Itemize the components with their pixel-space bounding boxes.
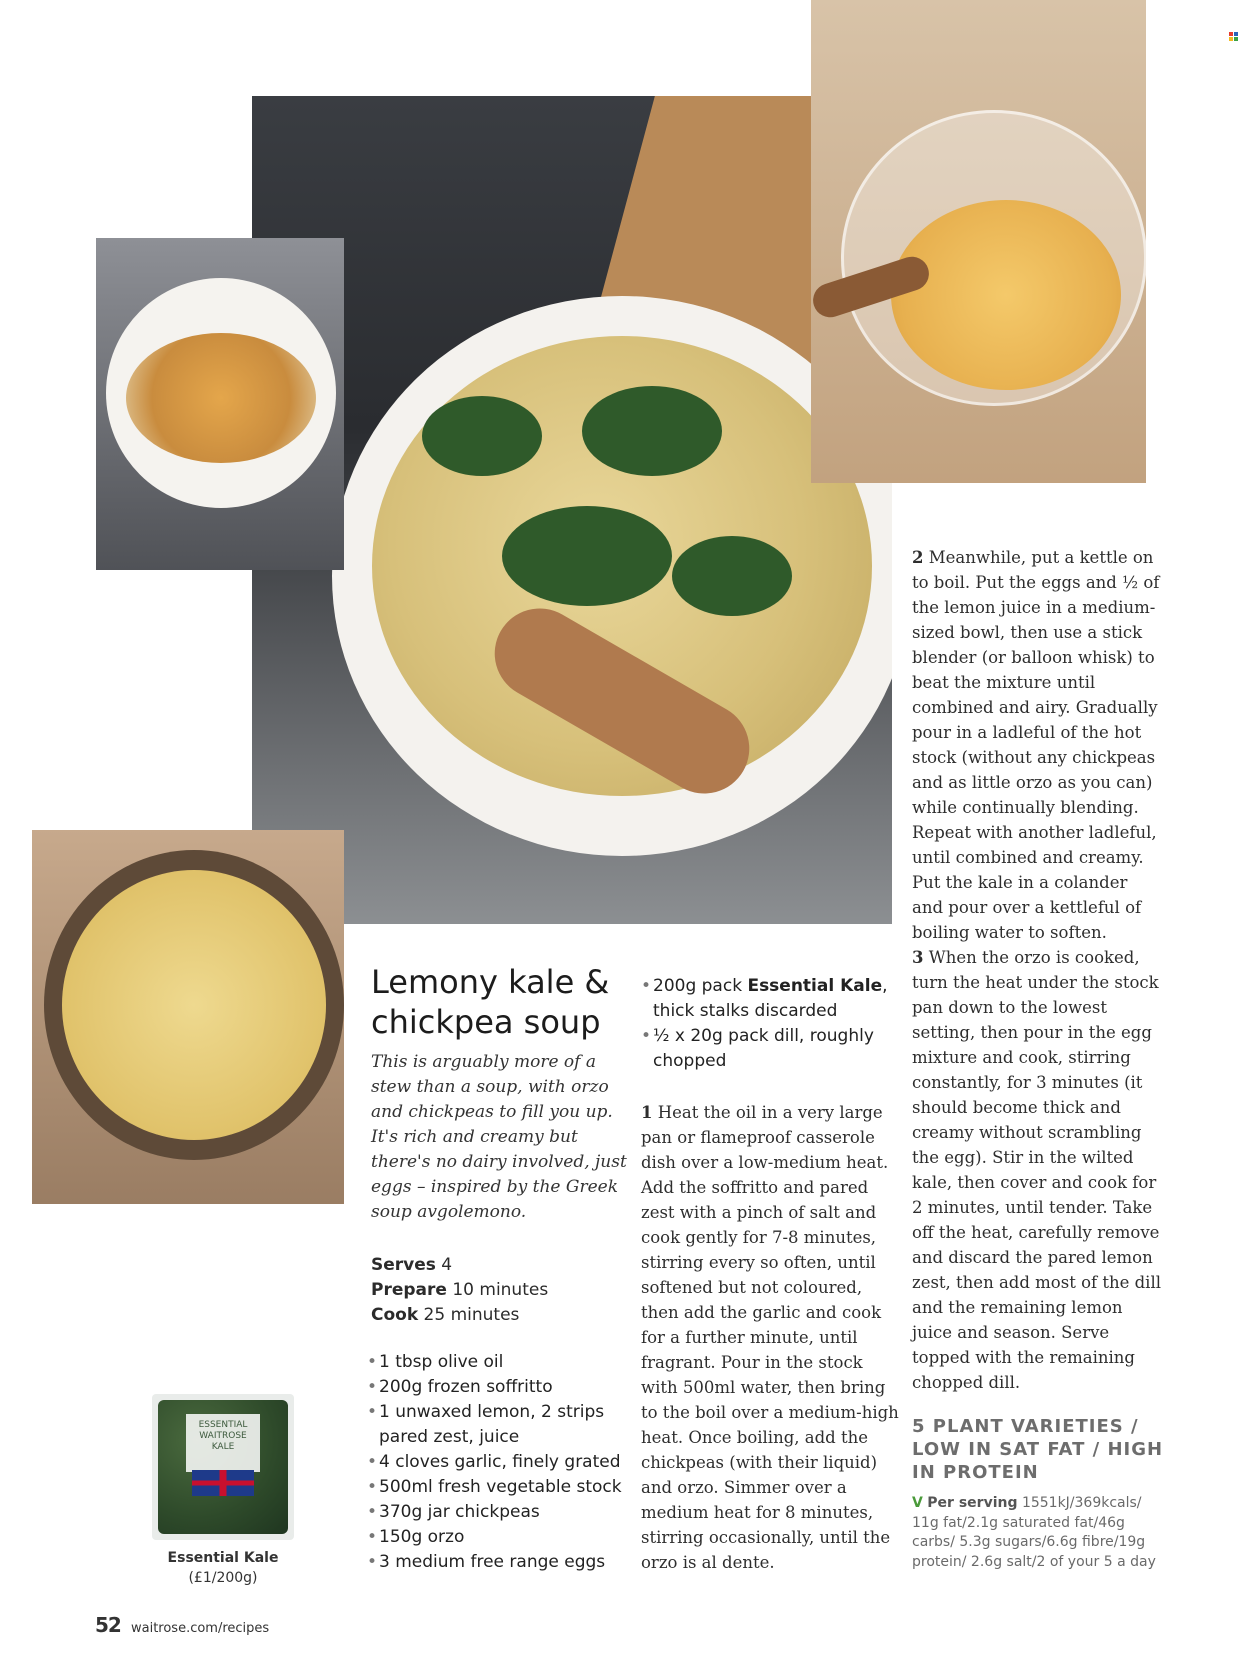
kale-leaf: [672, 536, 792, 616]
photo-whisking-eggs: [811, 0, 1146, 483]
ingredient-item: • 4 cloves garlic, finely grated: [367, 1450, 647, 1475]
egg-mixture: [891, 200, 1121, 390]
vegetarian-badge: V: [912, 1495, 923, 1511]
soup-in-bowl: [62, 870, 326, 1140]
cook-value: 25 minutes: [423, 1305, 520, 1325]
pack-label: ESSENTIAL WAITROSE KALE: [186, 1414, 260, 1472]
step-number: 3: [912, 948, 924, 967]
plant-varieties-heading: 5 PLANT VARIETIES / LOW IN SAT FAT / HIGH IN PROTEIN: [912, 1416, 1164, 1483]
prepare-label: Prepare: [371, 1280, 447, 1300]
per-serving-label: Per serving: [927, 1495, 1018, 1511]
product-name: Essential Kale: [167, 1550, 279, 1566]
serves-label: Serves: [371, 1255, 436, 1275]
photo-soup-pot-stirring: [252, 96, 892, 924]
recipe-intro: This is arguably more of a stew than a soup, with orzo and chickpeas to fill you up. It's rich and creamy but there's no dairy involved, just eggs – inspired by the Greek soup avgolemono.: [371, 1052, 627, 1222]
product-caption: [150, 1548, 296, 1588]
ingredient-item: • 150g orzo: [367, 1525, 647, 1550]
ingredient-item: • 370g jar chickpeas: [367, 1500, 647, 1525]
step-number: 1: [641, 1103, 653, 1122]
serves-value: 4: [441, 1255, 453, 1275]
ingredients-list: [367, 1350, 647, 1575]
step-text: Heat the oil in a very large pan or flameproof casserole dish over a low-medium heat. Add the soffritto and pared zest with a pinch of salt and cook gently for 7-8 minutes, stirring every so often, until softened but not coloured, then add the garlic and cook for a further minute, until fragrant. Pour in the stock with 500ml water, then bring to the boil over a medium-high heat. Once boiling, add the chickpeas (with their liquid) and orzo. Simmer over a medium heat for 8 minutes, stirring occasionally, until the orzo is al dente.: [641, 1103, 899, 1572]
method-step-2: [912, 545, 1162, 945]
method-step-1: [641, 1100, 899, 1575]
method-steps-2-3: [912, 545, 1162, 1395]
kale-leaf: [502, 506, 672, 606]
method-step-3: [912, 945, 1162, 1395]
nutrition-values: 1551kJ/369kcals/ 11g fat/2.1g saturated fat/46g carbs/ 5.3g sugars/6.6g fibre/19g protein/ 2.6g salt/2 of your 5 a day: [912, 1495, 1156, 1570]
ingredient-item: • 3 medium free range eggs: [367, 1550, 647, 1575]
kale-leaf: [422, 396, 542, 476]
page-footer: [95, 1613, 269, 1637]
product-price: (£1/200g): [188, 1570, 258, 1586]
ingredient-item: • 500ml fresh vegetable stock: [367, 1475, 647, 1500]
ingredient-item: • 200g frozen soffritto: [367, 1375, 647, 1400]
soffritto-mix: [126, 333, 316, 463]
ingredients-list-continued: [641, 974, 891, 1074]
union-flag-icon: [192, 1470, 254, 1496]
ingredient-item: • 1 unwaxed lemon, 2 strips pared zest, juice: [367, 1400, 647, 1450]
recipe-meta: [371, 1253, 631, 1328]
ingredient-item: • ½ x 20g pack dill, roughly chopped: [641, 1024, 891, 1074]
recipe-title: Lemony kale & chickpea soup: [371, 963, 610, 1041]
step-number: 2: [912, 548, 924, 567]
kale-leaf: [582, 386, 722, 476]
step-text: When the orzo is cooked, turn the heat under the stock pan down to the lowest setting, then pour in the egg mixture and cook, stirring constantly, for 3 minutes (it should become thick and creamy without scrambling the egg). Stir in the wilted kale, then cover and cook for 2 minutes, until tender. Take off the heat, carefully remove and discard the pared lemon zest, then add most of the dill and the remaining lemon juice and season. Serve topped with the remaining chopped dill.: [912, 948, 1162, 1392]
photo-soffritto-pan: [96, 238, 344, 570]
step-text: Meanwhile, put a kettle on to boil. Put the eggs and ½ of the lemon juice in a medium-sized bowl, then use a stick blender (or balloon whisk) to beat the mixture until combined and airy. Gradually pour in a ladleful of the hot stock (without any chickpeas and as little orzo as you can) while continually blending. Repeat with another ladleful, until combined and creamy. Put the kale in a colander and pour over a kettleful of boiling water to soften.: [912, 548, 1160, 942]
nutrition-info: [912, 1494, 1172, 1572]
page-number: 52: [95, 1613, 121, 1637]
brand-logo-icon: [1229, 32, 1238, 41]
cook-label: Cook: [371, 1305, 419, 1325]
prepare-value: 10 minutes: [452, 1280, 549, 1300]
ingredient-item: • 1 tbsp olive oil: [367, 1350, 647, 1375]
footer-url[interactable]: waitrose.com/recipes: [130, 1621, 270, 1636]
photo-soup-bowl: [32, 830, 344, 1204]
photo-kale-pack: [152, 1394, 294, 1540]
ingredient-item: • 200g pack Essential Kale, thick stalks discarded: [641, 974, 891, 1024]
